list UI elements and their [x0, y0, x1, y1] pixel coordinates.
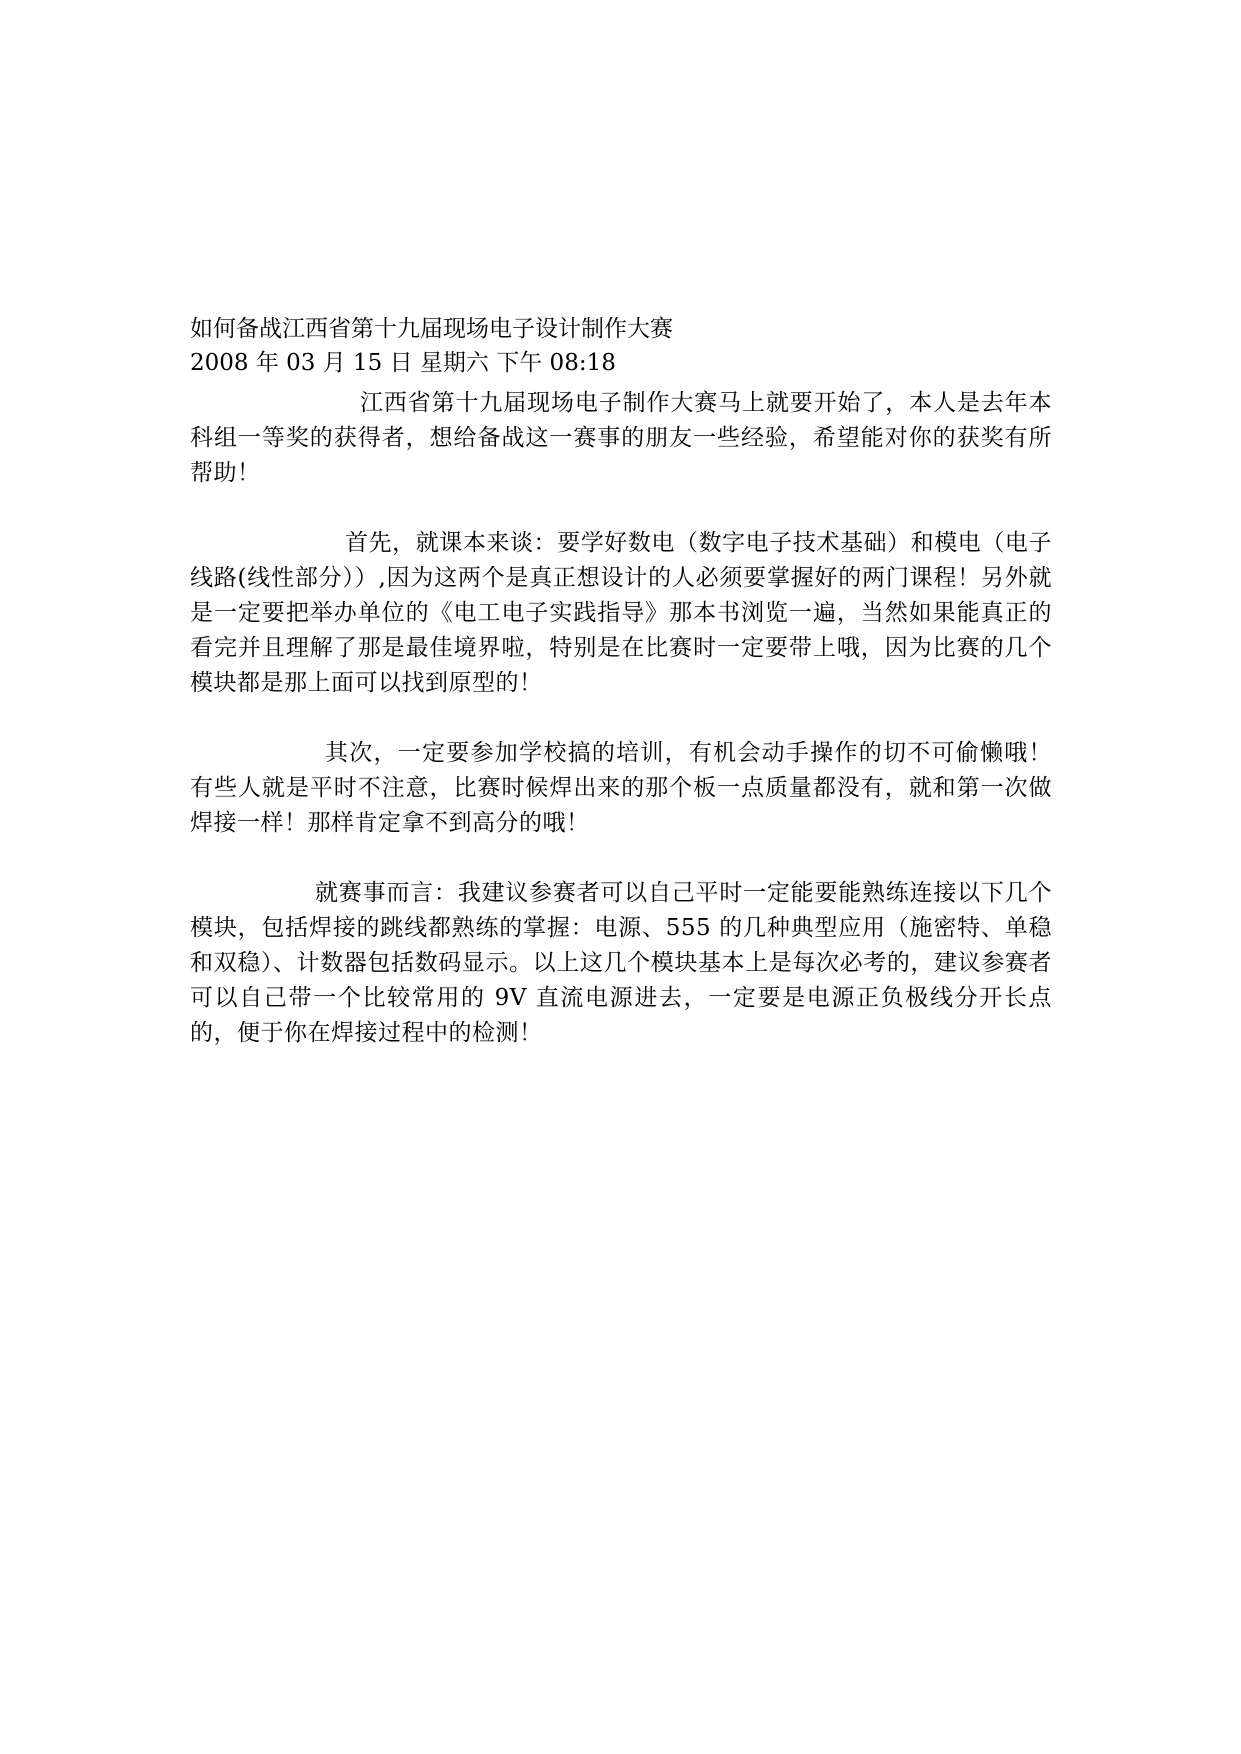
paragraph-textbooks: 首先，就课本来谈：要学好数电（数字电子技术基础）和模电（电子线路(线性部分））,因为这两个是真正想设计的人必须要掌握好的两门课程！另外就是一定要把举办单位的《电工电子实践指导》那本书浏览一遍，当然如果能真正的看完并且理解了那是最佳境界啦，特别是在比赛时一定要带上哦，因为比赛的几个模块都是那上面可以找到原型的！ [190, 530, 1052, 696]
document-date: 2008 年 03 月 15 日 星期六 下午 08:18 [190, 350, 616, 376]
document-title: 如何备战江西省第十九届现场电子设计制作大赛 [190, 316, 673, 342]
paragraph-competition-tips: 就赛事而言：我建议参赛者可以自己平时一定能要能熟练连接以下几个模块，包括焊接的跳线都熟练的掌握：电源、555 的几种典型应用（施密特、单稳和双稳）、计数器包括数码显示。以上这几个模块基本上是每次必考的，建议参赛者可以自己带一个比较常用的 9V 直流电源进去，一定要是电源正负极线分开长点的，便于你在焊接过程中的检测！ [190, 880, 1052, 1046]
paragraph-training: 其次，一定要参加学校搞的培训，有机会动手操作的切不可偷懒哦！有些人就是平时不注意，比赛时候焊出来的那个板一点质量都没有，就和第一次做焊接一样！那样肯定拿不到高分的哦！ [190, 740, 1052, 836]
document-body [190, 312, 1052, 1051]
paragraph-intro: 江西省第十九届现场电子制作大赛马上就要开始了，本人是去年本科组一等奖的获得者，想给备战这一赛事的朋友一些经验，希望能对你的获奖有所帮助！ [190, 390, 1052, 486]
